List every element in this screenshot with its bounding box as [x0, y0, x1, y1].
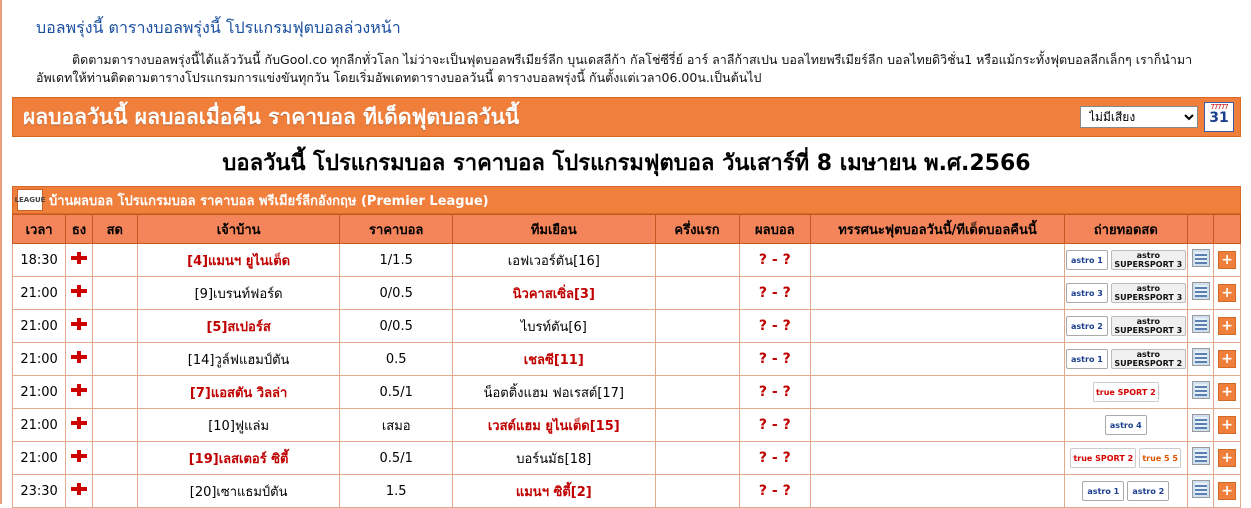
table-row [13, 343, 1241, 376]
intro-section [2, 6, 1251, 87]
tv-cell [1064, 475, 1187, 508]
half-time-score [655, 310, 739, 343]
table-row [13, 277, 1241, 310]
home-team[interactable]: [9]เบรนท์ฟอร์ด [137, 277, 340, 310]
plus-icon[interactable]: + [1218, 383, 1236, 401]
england-flag-icon [71, 351, 87, 363]
home-team[interactable]: [4]แมนฯ ยูไนเต็ด [137, 244, 340, 277]
away-team[interactable]: น็อตติ้งแฮม ฟอเรสต์[17] [452, 376, 655, 409]
breadcrumb-text: บ้านผลบอล โปรแกรมบอล ราคาบอล พรีเมียร์ลีกอังกฤษ (Premier League) [49, 193, 489, 209]
full-time-score: ? - ? [739, 310, 811, 343]
league-logo-icon: LEAGUE [17, 189, 43, 211]
fixtures-table [12, 214, 1241, 508]
odds-value: 0.5/1 [340, 376, 453, 409]
home-team[interactable]: [20]เซาแธมป์ตัน [137, 475, 340, 508]
full-time-score: ? - ? [739, 343, 811, 376]
half-time-score [655, 442, 739, 475]
table-row [13, 376, 1241, 409]
live-cell[interactable] [92, 244, 137, 277]
table-header-2: สด [92, 215, 137, 244]
odds-value: 0/0.5 [340, 277, 453, 310]
tv-channels [1066, 316, 1186, 336]
plus-icon[interactable]: + [1218, 482, 1236, 500]
home-team[interactable]: [10]ฟูแล่ม [137, 409, 340, 442]
tv-channels [1066, 382, 1186, 402]
half-time-score [655, 475, 739, 508]
stats-icon[interactable] [1192, 315, 1210, 333]
full-time-score: ? - ? [739, 244, 811, 277]
full-time-score: ? - ? [739, 277, 811, 310]
table-header-6: ครึ่งแรก [655, 215, 739, 244]
tip-cell[interactable] [811, 310, 1065, 343]
away-team[interactable]: เวสต์แฮม ยูไนเต็ด[15] [452, 409, 655, 442]
tv-channel-badge[interactable]: astro SUPERSPORT 3 [1111, 250, 1186, 270]
odds-value: เสมอ [340, 409, 453, 442]
tv-channels [1066, 415, 1186, 435]
expand-cell[interactable] [1214, 376, 1241, 409]
plus-icon[interactable]: + [1218, 317, 1236, 335]
expand-cell[interactable] [1214, 343, 1241, 376]
live-cell[interactable] [92, 277, 137, 310]
home-team[interactable]: [19]เลสเตอร์ ซิตี้ [137, 442, 340, 475]
live-cell[interactable] [92, 343, 137, 376]
stats-cell[interactable] [1187, 310, 1214, 343]
table-header-8: ทรรศนะฟุตบอลวันนี้/ทีเด็ดบอลคืนนี้ [811, 215, 1065, 244]
half-time-score [655, 343, 739, 376]
home-team[interactable]: [5]สเปอร์ส [137, 310, 340, 343]
section-header-title: ผลบอลวันนี้ ผลบอลเมื่อคืน ราคาบอล ทีเด็ดฟุตบอลวันนี้ [23, 104, 520, 129]
home-team[interactable]: [7]แอสตัน วิลล่า [137, 376, 340, 409]
stats-cell[interactable] [1187, 343, 1214, 376]
stats-icon[interactable] [1192, 282, 1210, 300]
england-flag-icon [71, 483, 87, 495]
table-body [13, 244, 1241, 508]
tip-cell[interactable] [811, 442, 1065, 475]
plus-icon[interactable]: + [1218, 284, 1236, 302]
away-team[interactable]: ไบรท์ตัน[6] [452, 310, 655, 343]
half-time-score [655, 277, 739, 310]
flag-icon [66, 343, 93, 376]
tip-cell[interactable] [811, 475, 1065, 508]
half-time-score [655, 244, 739, 277]
flag-icon [66, 376, 93, 409]
expand-cell[interactable] [1214, 244, 1241, 277]
tv-channel-badge[interactable]: astro 1 [1082, 481, 1124, 501]
england-flag-icon [71, 417, 87, 429]
away-team[interactable]: แมนฯ ซิตี้[2] [452, 475, 655, 508]
table-header-7: ผลบอล [739, 215, 811, 244]
tv-channel-badge[interactable]: astro 2 [1127, 481, 1169, 501]
expand-cell[interactable] [1214, 310, 1241, 343]
tv-channels [1066, 481, 1186, 501]
tip-cell[interactable] [811, 409, 1065, 442]
calendar-icon-day: 31 [1209, 110, 1229, 126]
stats-cell[interactable] [1187, 442, 1214, 475]
full-time-score: ? - ? [739, 376, 811, 409]
full-time-score: ? - ? [739, 409, 811, 442]
tv-channel-badge[interactable]: astro SUPERSPORT 3 [1111, 283, 1186, 303]
half-time-score [655, 376, 739, 409]
expand-cell[interactable] [1214, 442, 1241, 475]
calendar-icon[interactable] [1204, 102, 1234, 132]
table-row [13, 409, 1241, 442]
odds-value: 0.5/1 [340, 442, 453, 475]
england-flag-icon [71, 252, 87, 264]
calendar-icon-top: 77777 [1210, 103, 1228, 111]
table-header-11 [1214, 215, 1241, 244]
fixtures-headline: บอลวันนี้ โปรแกรมบอล ราคาบอล โปรแกรมฟุตบอล วันเสาร์ที่ 8 เมษายน พ.ศ.2566 [222, 151, 1031, 176]
table-row [13, 310, 1241, 343]
breadcrumb [12, 186, 1241, 214]
table-row [13, 244, 1241, 277]
tv-cell [1064, 310, 1187, 343]
tv-cell [1064, 442, 1187, 475]
flag-icon [66, 475, 93, 508]
tv-channel-badge[interactable]: true SPORT 2 [1070, 448, 1136, 468]
stats-icon[interactable] [1192, 414, 1210, 432]
tv-channels [1066, 283, 1186, 303]
tv-channel-badge[interactable]: astro SUPERSPORT 3 [1111, 316, 1186, 336]
table-header-4: ราคาบอล [340, 215, 453, 244]
table-header-9: ถ่ายทอดสด [1064, 215, 1187, 244]
stats-icon[interactable] [1192, 348, 1210, 366]
table-header-10 [1187, 215, 1214, 244]
england-flag-icon [71, 450, 87, 462]
odds-value: 1.5 [340, 475, 453, 508]
stats-cell[interactable] [1187, 277, 1214, 310]
home-team[interactable]: [14]วูล์ฟแฮมป์ตัน [137, 343, 340, 376]
odds-value: 0/0.5 [340, 310, 453, 343]
stats-icon[interactable] [1192, 381, 1210, 399]
tip-cell[interactable] [811, 343, 1065, 376]
full-time-score: ? - ? [739, 475, 811, 508]
tv-channel-badge[interactable]: astro 3 [1066, 283, 1108, 303]
flag-icon [66, 310, 93, 343]
away-team[interactable]: บอร์นมัธ[18] [452, 442, 655, 475]
tv-cell [1064, 244, 1187, 277]
match-time: 21:00 [13, 343, 66, 376]
stats-icon[interactable] [1192, 249, 1210, 267]
stats-cell[interactable] [1187, 244, 1214, 277]
tv-cell [1064, 376, 1187, 409]
table-header-5: ทีมเยือน [452, 215, 655, 244]
flag-icon [66, 409, 93, 442]
tv-channels [1066, 349, 1186, 369]
plus-icon[interactable]: + [1218, 251, 1236, 269]
tv-channel-badge[interactable]: astro 1 [1066, 250, 1108, 270]
odds-value: 0.5 [340, 343, 453, 376]
live-cell[interactable] [92, 475, 137, 508]
stats-cell[interactable] [1187, 475, 1214, 508]
england-flag-icon [71, 285, 87, 297]
full-time-score: ? - ? [739, 442, 811, 475]
plus-icon[interactable]: + [1218, 449, 1236, 467]
tv-channel-badge[interactable]: astro 4 [1105, 415, 1147, 435]
away-team[interactable]: เชลซี[11] [452, 343, 655, 376]
tip-cell[interactable] [811, 277, 1065, 310]
live-cell[interactable] [92, 376, 137, 409]
expand-cell[interactable] [1214, 475, 1241, 508]
stats-icon[interactable] [1192, 447, 1210, 465]
plus-icon[interactable]: + [1218, 416, 1236, 434]
england-flag-icon [71, 318, 87, 330]
live-cell[interactable] [92, 310, 137, 343]
tv-channel-badge[interactable]: true SPORT 2 [1093, 382, 1159, 402]
tv-cell [1064, 277, 1187, 310]
england-flag-icon [71, 384, 87, 396]
match-time: 21:00 [13, 409, 66, 442]
tv-channels [1066, 448, 1186, 468]
table-row [13, 475, 1241, 508]
stats-cell[interactable] [1187, 409, 1214, 442]
plus-icon[interactable]: + [1218, 350, 1236, 368]
away-team[interactable]: เอฟเวอร์ตัน[16] [452, 244, 655, 277]
table-header-row [13, 215, 1241, 244]
page-title: บอลพรุ่งนี้ ตารางบอลพรุ่งนี้ โปรแกรมฟุตบอลล่วงหน้า [36, 18, 401, 37]
odds-value: 1/1.5 [340, 244, 453, 277]
tv-cell [1064, 409, 1187, 442]
match-time: 21:00 [13, 376, 66, 409]
match-time: 21:00 [13, 277, 66, 310]
intro-paragraph: ติดตามตารางบอลพรุ่งนี้ได้แล้ววันนี้ กับGool.co ทุกลีกทั่วโลก ไม่ว่าจะเป็นฟุตบอลพรีเมียร์ลีก บุนเดสลีก้า กัลโช่ซีรี่ย์ อาร์ ลาลีก้าสเปน บอลไทยพรีเมียร์ลีก บอลไทยดิวิชั่น1 หรือแม้กระทั้งฟุตบอลลีกเล็กๆ เราก็นำมาอัพเดทให้ท่านติดตามตารางโปรแกรมการแข่งขันทุกวัน โดยเริ่มอัพเดทตารางบอลวันนี้ ตารางบอลพรุ่งนี้ กันตั้งแต่เวลา06.00น.เป็นต้นไป [36, 52, 1193, 85]
expand-cell[interactable] [1214, 277, 1241, 310]
match-time: 21:00 [13, 442, 66, 475]
match-time: 21:00 [13, 310, 66, 343]
tv-channel-badge[interactable]: true 5 5 [1139, 448, 1181, 468]
match-time: 23:30 [13, 475, 66, 508]
stats-cell[interactable] [1187, 376, 1214, 409]
table-header-0: เวลา [13, 215, 66, 244]
tv-channel-badge[interactable]: astro 1 [1066, 349, 1108, 369]
flag-icon [66, 244, 93, 277]
match-time: 18:30 [13, 244, 66, 277]
table-header-3: เจ้าบ้าน [137, 215, 340, 244]
half-time-score [655, 409, 739, 442]
tv-cell [1064, 343, 1187, 376]
stats-icon[interactable] [1192, 480, 1210, 498]
away-team[interactable]: นิวคาสเซิ่ล[3] [452, 277, 655, 310]
flag-icon [66, 277, 93, 310]
tv-channel-badge[interactable]: astro 2 [1066, 316, 1108, 336]
live-cell[interactable] [92, 442, 137, 475]
table-header-1: ธง [66, 215, 93, 244]
tip-cell[interactable] [811, 376, 1065, 409]
sound-select[interactable] [1080, 106, 1198, 128]
tip-cell[interactable] [811, 244, 1065, 277]
flag-icon [66, 442, 93, 475]
tv-channel-badge[interactable]: astro SUPERSPORT 2 [1111, 349, 1186, 369]
live-cell[interactable] [92, 409, 137, 442]
section-header-bar [12, 97, 1241, 137]
expand-cell[interactable] [1214, 409, 1241, 442]
tv-channels [1066, 250, 1186, 270]
table-row [13, 442, 1241, 475]
header-controls [1080, 102, 1234, 132]
